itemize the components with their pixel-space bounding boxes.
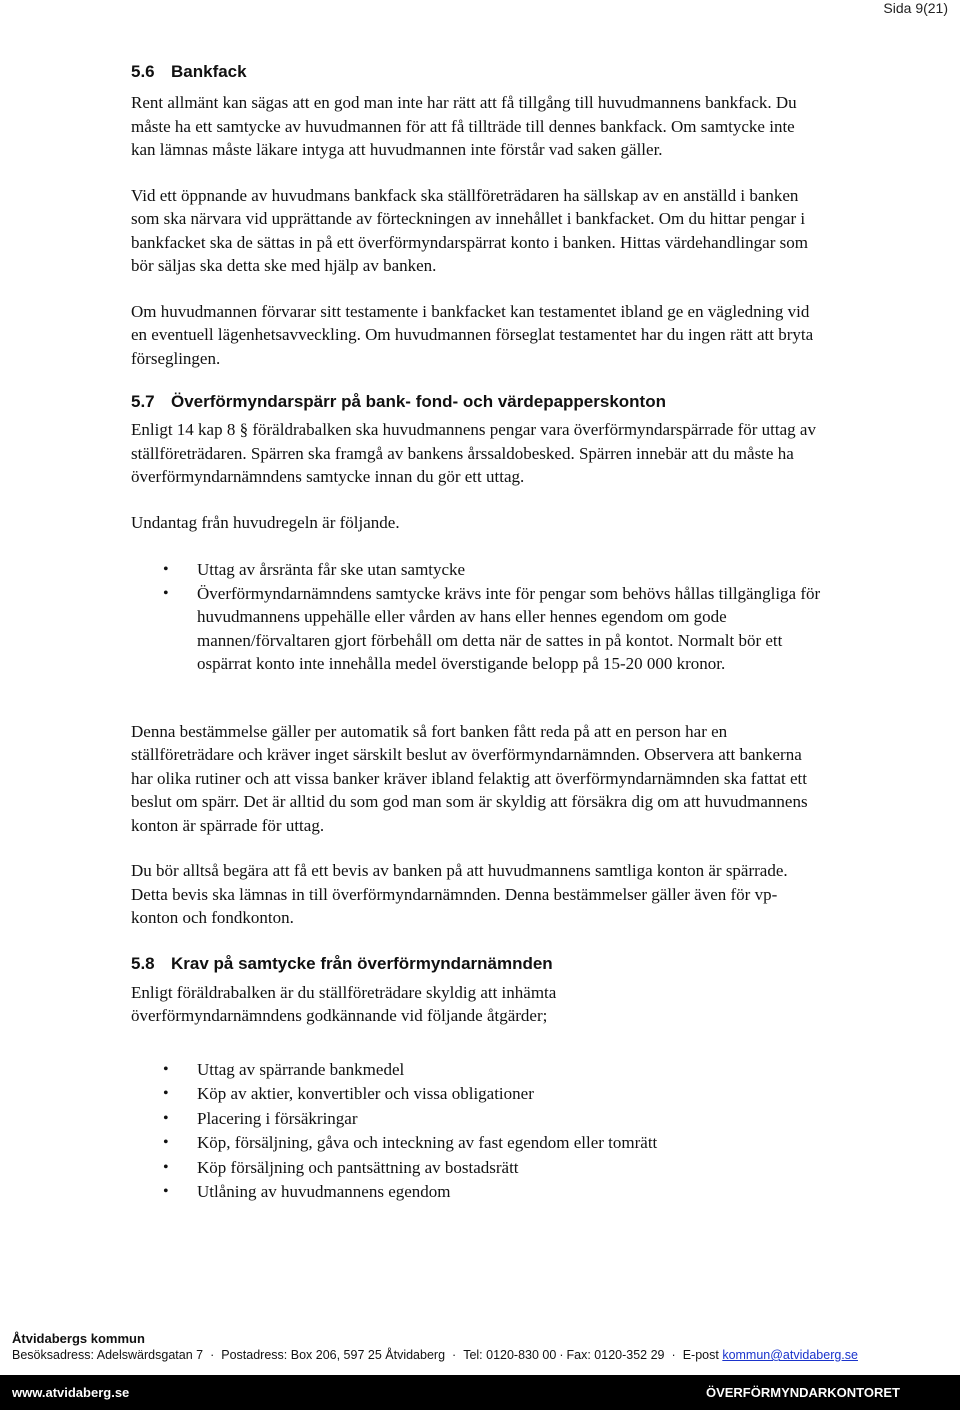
section-title: Krav på samtycke från överförmyndarnämnden: [171, 953, 553, 973]
footer-separator: ·: [559, 1348, 564, 1362]
paragraph: Undantag från huvudregeln är följande.: [131, 512, 400, 532]
bullet-icon: •: [163, 1183, 169, 1200]
page-number: Sida 9(21): [883, 0, 948, 16]
bullet-icon: •: [163, 584, 169, 602]
footer-email-label: E-post: [682, 1348, 719, 1362]
footer-email-link[interactable]: kommun@atvidaberg.se: [722, 1348, 858, 1362]
list-item: [131, 1131, 821, 1156]
paragraph: Rent allmänt kan sägas att en god man inte har rätt att få tillgång till huvudmannens bankfack. Du måste ha ett samtycke av huvudmannen för att få tillträde till dennes bankfack. Om samtycke inte kan lämnas måste läkare intyga att huvudmannen inte förstår vad saken gäller.: [131, 93, 797, 159]
section-number: 5.6: [131, 62, 155, 81]
paragraph: Du bör alltså begära att få ett bevis av banken på att huvudmannens samtliga konton är spärrade. Detta bevis ska lämnas in till överförmyndarnämnden. Denna bestämmelser gäller även för vp-konton och fondkonton.: [131, 861, 788, 927]
paragraph: Vid ett öppnande av huvudmans bankfack ska ställföreträdaren ha sällskap av en anställd i banken som ska närvara vid upprättande av förteckningen av innehållet i bankfacket. Om du hittar pengar i bankfacket ska de sättas in på ett överförmyndarspärrat konto i banken. Hittas värdehandlingar som bör säljas ska detta ske med hjälp av banken.: [131, 185, 808, 275]
footer-department: ÖVERFÖRMYNDARKONTORET: [705, 1385, 900, 1400]
paragraph: Denna bestämmelse gäller per automatik så fort banken fått reda på att en person har en ställföreträdare och kräver inget särskilt beslut av överförmyndarnämnden. Observera att bankerna har olika rutiner och att vissa banker kräver ibland felaktig att överförmyndarnämnden ska fattat ett beslut om spärr. Det är alltid du som god man som är skyldig att försäkra dig om att huvudmannens konton är spärrade för uttag.: [131, 721, 808, 835]
bullet-icon: •: [163, 1060, 169, 1078]
list-item-text: Överförmyndarnämndens samtycke krävs inte för pengar som behövs hållas tillgängliga för huvudmannens uppehälle eller vården av hans eller hennes egendom om gode mannen/förvaltaren gjort förbehåll om detta när de sattes in på kontot. Normalt bör ett ospärrat konto inte innehålla medel överstigande belopp på 15-20 000 kronor.: [197, 583, 821, 673]
list-item-text: Köp, försäljning, gåva och inteckning av fast egendom eller tomrätt: [197, 1133, 658, 1152]
footer-postal-address: Postadress: Box 206, 597 25 Åtvidaberg: [221, 1348, 446, 1362]
list-item: [131, 1058, 821, 1083]
footer-visit-address: Besöksadress: Adelswärdsgatan 7: [12, 1348, 204, 1362]
list-item-text: Uttag av årsränta får ske utan samtycke: [197, 560, 466, 579]
list-item-text: Utlåning av huvudmannens egendom: [197, 1182, 451, 1201]
footer-phone: Tel: 0120-830 00: [463, 1348, 557, 1362]
list-item-text: Köp försäljning och pantsättning av bostadsrätt: [197, 1157, 519, 1177]
bullet-icon: •: [163, 1134, 169, 1151]
bullet-icon: •: [163, 561, 169, 578]
list-item: [131, 1180, 821, 1205]
bullet-icon: •: [163, 1109, 169, 1127]
footer-website[interactable]: www.atvidaberg.se: [12, 1385, 130, 1400]
list-item-text: Placering i försäkringar: [197, 1108, 358, 1128]
footer-fax: Fax: 0120-352 29: [566, 1348, 665, 1362]
list-item: [131, 1156, 821, 1181]
footer-contact-line: [12, 1348, 858, 1362]
footer-separator: ·: [671, 1348, 676, 1362]
list-item-text: Uttag av spärrande bankmedel: [197, 1059, 405, 1079]
section-title: Bankfack: [171, 62, 247, 81]
footer-separator: ·: [210, 1348, 215, 1362]
document-body: [131, 60, 821, 1205]
footer-bar: [0, 1375, 960, 1410]
footer-org-name: Åtvidabergs kommun: [12, 1331, 145, 1346]
section-heading-5-8: [131, 952, 821, 976]
exceptions-list: [131, 558, 821, 676]
section-heading-5-7: [131, 390, 821, 414]
paragraph: Enligt föräldrabalken är du ställföreträdare skyldig att inhämta överförmyndarnämndens godkännande vid följande åtgärder;: [131, 982, 557, 1025]
bullet-icon: •: [163, 1085, 169, 1102]
section-title: Överförmyndarspärr på bank- fond- och värdepapperskonton: [171, 392, 666, 411]
section-number: 5.8: [131, 953, 155, 973]
list-item: [131, 558, 821, 582]
consent-list: [131, 1058, 821, 1205]
paragraph: Om huvudmannen förvarar sitt testamente i bankfacket kan testamentet ibland ge en vägledning vid en eventuell lägenhetsavveckling. Om huvudmannen förseglat testamentet har du ingen rätt att bryta förseglingen.: [131, 301, 814, 368]
bullet-icon: •: [163, 1158, 169, 1176]
section-heading-5-6: [131, 60, 821, 84]
section-number: 5.7: [131, 392, 155, 411]
list-item: [131, 582, 821, 676]
list-item-text: Köp av aktier, konvertibler och vissa obligationer: [197, 1084, 534, 1103]
list-item: [131, 1082, 821, 1107]
paragraph: Enligt 14 kap 8 § föräldrabalken ska huvudmannens pengar vara överförmyndarspärrade för uttag av ställföreträdaren. Spärren ska framgå av bankens årssaldobesked. Spärren innebär att du måste ha överförmyndarnämndens samtycke innan du gör ett uttag.: [131, 420, 816, 486]
footer-separator: ·: [452, 1348, 457, 1362]
list-item: [131, 1107, 821, 1132]
